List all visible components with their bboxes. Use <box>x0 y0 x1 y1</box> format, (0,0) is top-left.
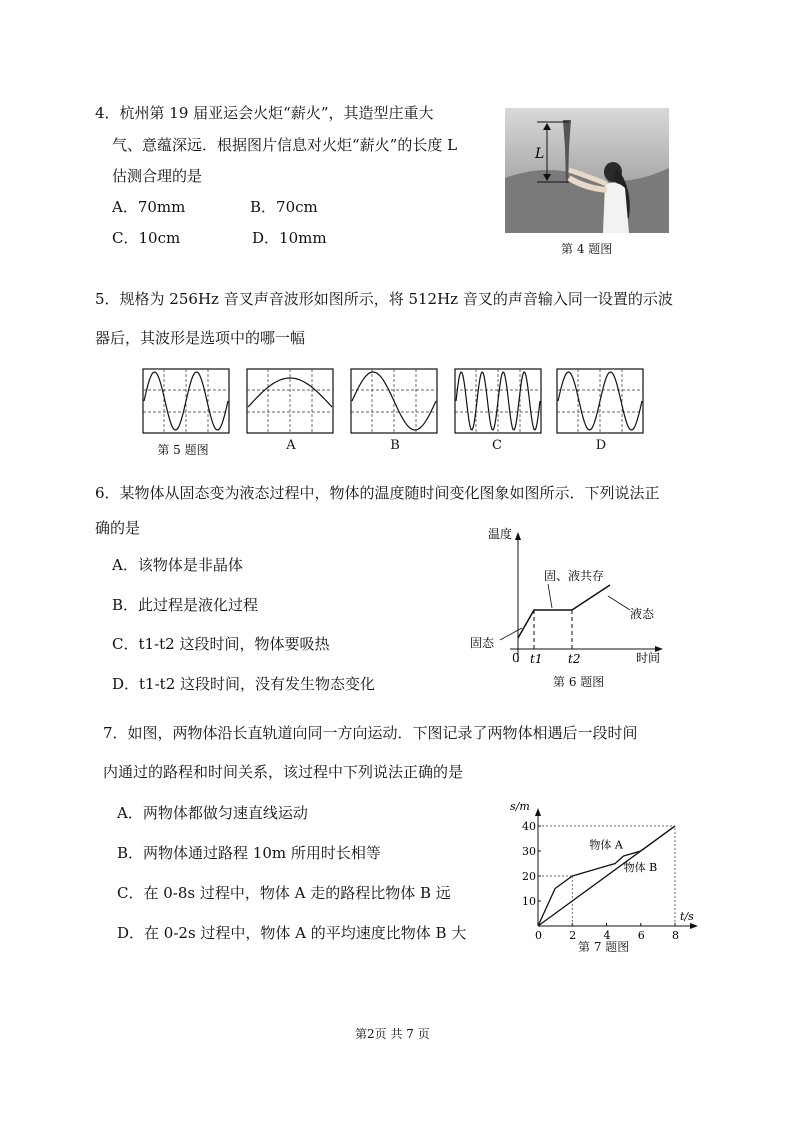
q6-solid-label: 固态 <box>470 636 495 650</box>
q7-series-a-label: 物体 A <box>589 838 623 852</box>
waveform-panel-b <box>350 368 438 434</box>
q7-option-d: D．在 0-2s 过程中，物体 A 的平均速度比物体 B 大 <box>117 924 467 942</box>
y-tick-label: 40 <box>522 820 536 833</box>
q4-option-a: A．70mm <box>112 198 186 216</box>
y-tick-label: 10 <box>522 895 536 908</box>
q7-option-c: C．在 0-8s 过程中，物体 A 走的路程比物体 B 远 <box>117 884 451 902</box>
x-tick-label: 2 <box>569 929 577 941</box>
q5-line-1: 5．规格为 256Hz 音叉声音波形如图所示，将 512Hz 音叉的声音输入同一设置的示波 <box>95 290 673 308</box>
q6-option-b: B．此过程是液化过程 <box>112 596 259 614</box>
q5-label-b: B <box>390 438 400 453</box>
q5-line-2: 器后，其波形是选项中的哪一幅 <box>95 329 306 347</box>
q4-line-3: 估测合理的是 <box>112 167 203 185</box>
page-footer: 第2页 共 7 页 <box>355 1027 430 1041</box>
q4-option-c: C．10cm <box>112 229 181 247</box>
q6-liquid-label: 液态 <box>630 607 655 621</box>
q7-line-2: 内通过的路程和时间关系，该过程中下列说法正确的是 <box>103 763 464 781</box>
q6-option-d: D．t1-t2 这段时间，没有发生物态变化 <box>112 675 376 693</box>
q4-line-1: 4．杭州第 19 届亚运会火炬“薪火”，其造型庄重大 <box>95 104 434 122</box>
waveform-panel-d <box>556 368 644 434</box>
q5-label-a: A <box>286 438 296 453</box>
q7-xlabel: t/s <box>680 910 694 923</box>
q6-option-c: C．t1-t2 这段时间，物体要吸热 <box>112 635 330 653</box>
q5-label-c: C <box>492 438 502 453</box>
q6-option-a: A．该物体是非晶体 <box>112 556 243 574</box>
q5-label-reference: 第 5 题图 <box>157 443 209 457</box>
q4-line-2: 气、意蕴深远．根据图片信息对火炬“薪火”的长度 L <box>112 136 458 154</box>
q7-caption: 第 7 题图 <box>578 940 630 954</box>
q6-t2: t2 <box>568 652 581 666</box>
y-tick-label: 30 <box>522 845 536 858</box>
x-tick-label: 6 <box>637 929 645 941</box>
y-tick-label: 20 <box>522 870 536 883</box>
q6-ylabel: 温度 <box>488 527 513 541</box>
waveform-panel-reference <box>142 368 230 434</box>
q6-xlabel: 时间 <box>636 651 661 665</box>
q4-caption: 第 4 题图 <box>561 242 613 256</box>
waveform-panel-a <box>246 368 334 434</box>
q4-option-b: B．70cm <box>250 198 318 216</box>
q4-l-label: L <box>535 146 545 162</box>
q6-temperature-graph <box>460 520 670 670</box>
q6-mixed-label: 固、液共存 <box>544 569 605 583</box>
q6-line-1: 6．某物体从固态变为液态过程中，物体的温度随时间变化图象如图所示．下列说法正 <box>95 484 660 502</box>
q5-label-d: D <box>595 438 607 453</box>
q7-ylabel: s/m <box>510 800 530 813</box>
x-tick-label: 0 <box>535 929 542 941</box>
q4-torch-photo <box>505 108 669 233</box>
q7-option-b: B．两物体通过路程 10m 所用时长相等 <box>117 844 381 862</box>
q6-origin: 0 <box>512 651 520 665</box>
q7-series-b-label: 物体 B <box>623 861 658 874</box>
q7-option-a: A．两物体都做匀速直线运动 <box>117 804 308 822</box>
x-tick-label: 4 <box>603 929 611 941</box>
q7-distance-time-chart <box>500 796 700 941</box>
q6-line-2: 确的是 <box>95 519 141 537</box>
q7-line-1: 7．如图，两物体沿长直轨道向同一方向运动．下图记录了两物体相遇后一段时间 <box>103 724 638 742</box>
q6-caption: 第 6 题图 <box>553 675 605 689</box>
waveform-panel-c <box>454 368 542 434</box>
x-tick-label: 8 <box>672 929 679 941</box>
q6-t1: t1 <box>530 652 543 666</box>
q4-option-d: D．10mm <box>252 229 327 247</box>
